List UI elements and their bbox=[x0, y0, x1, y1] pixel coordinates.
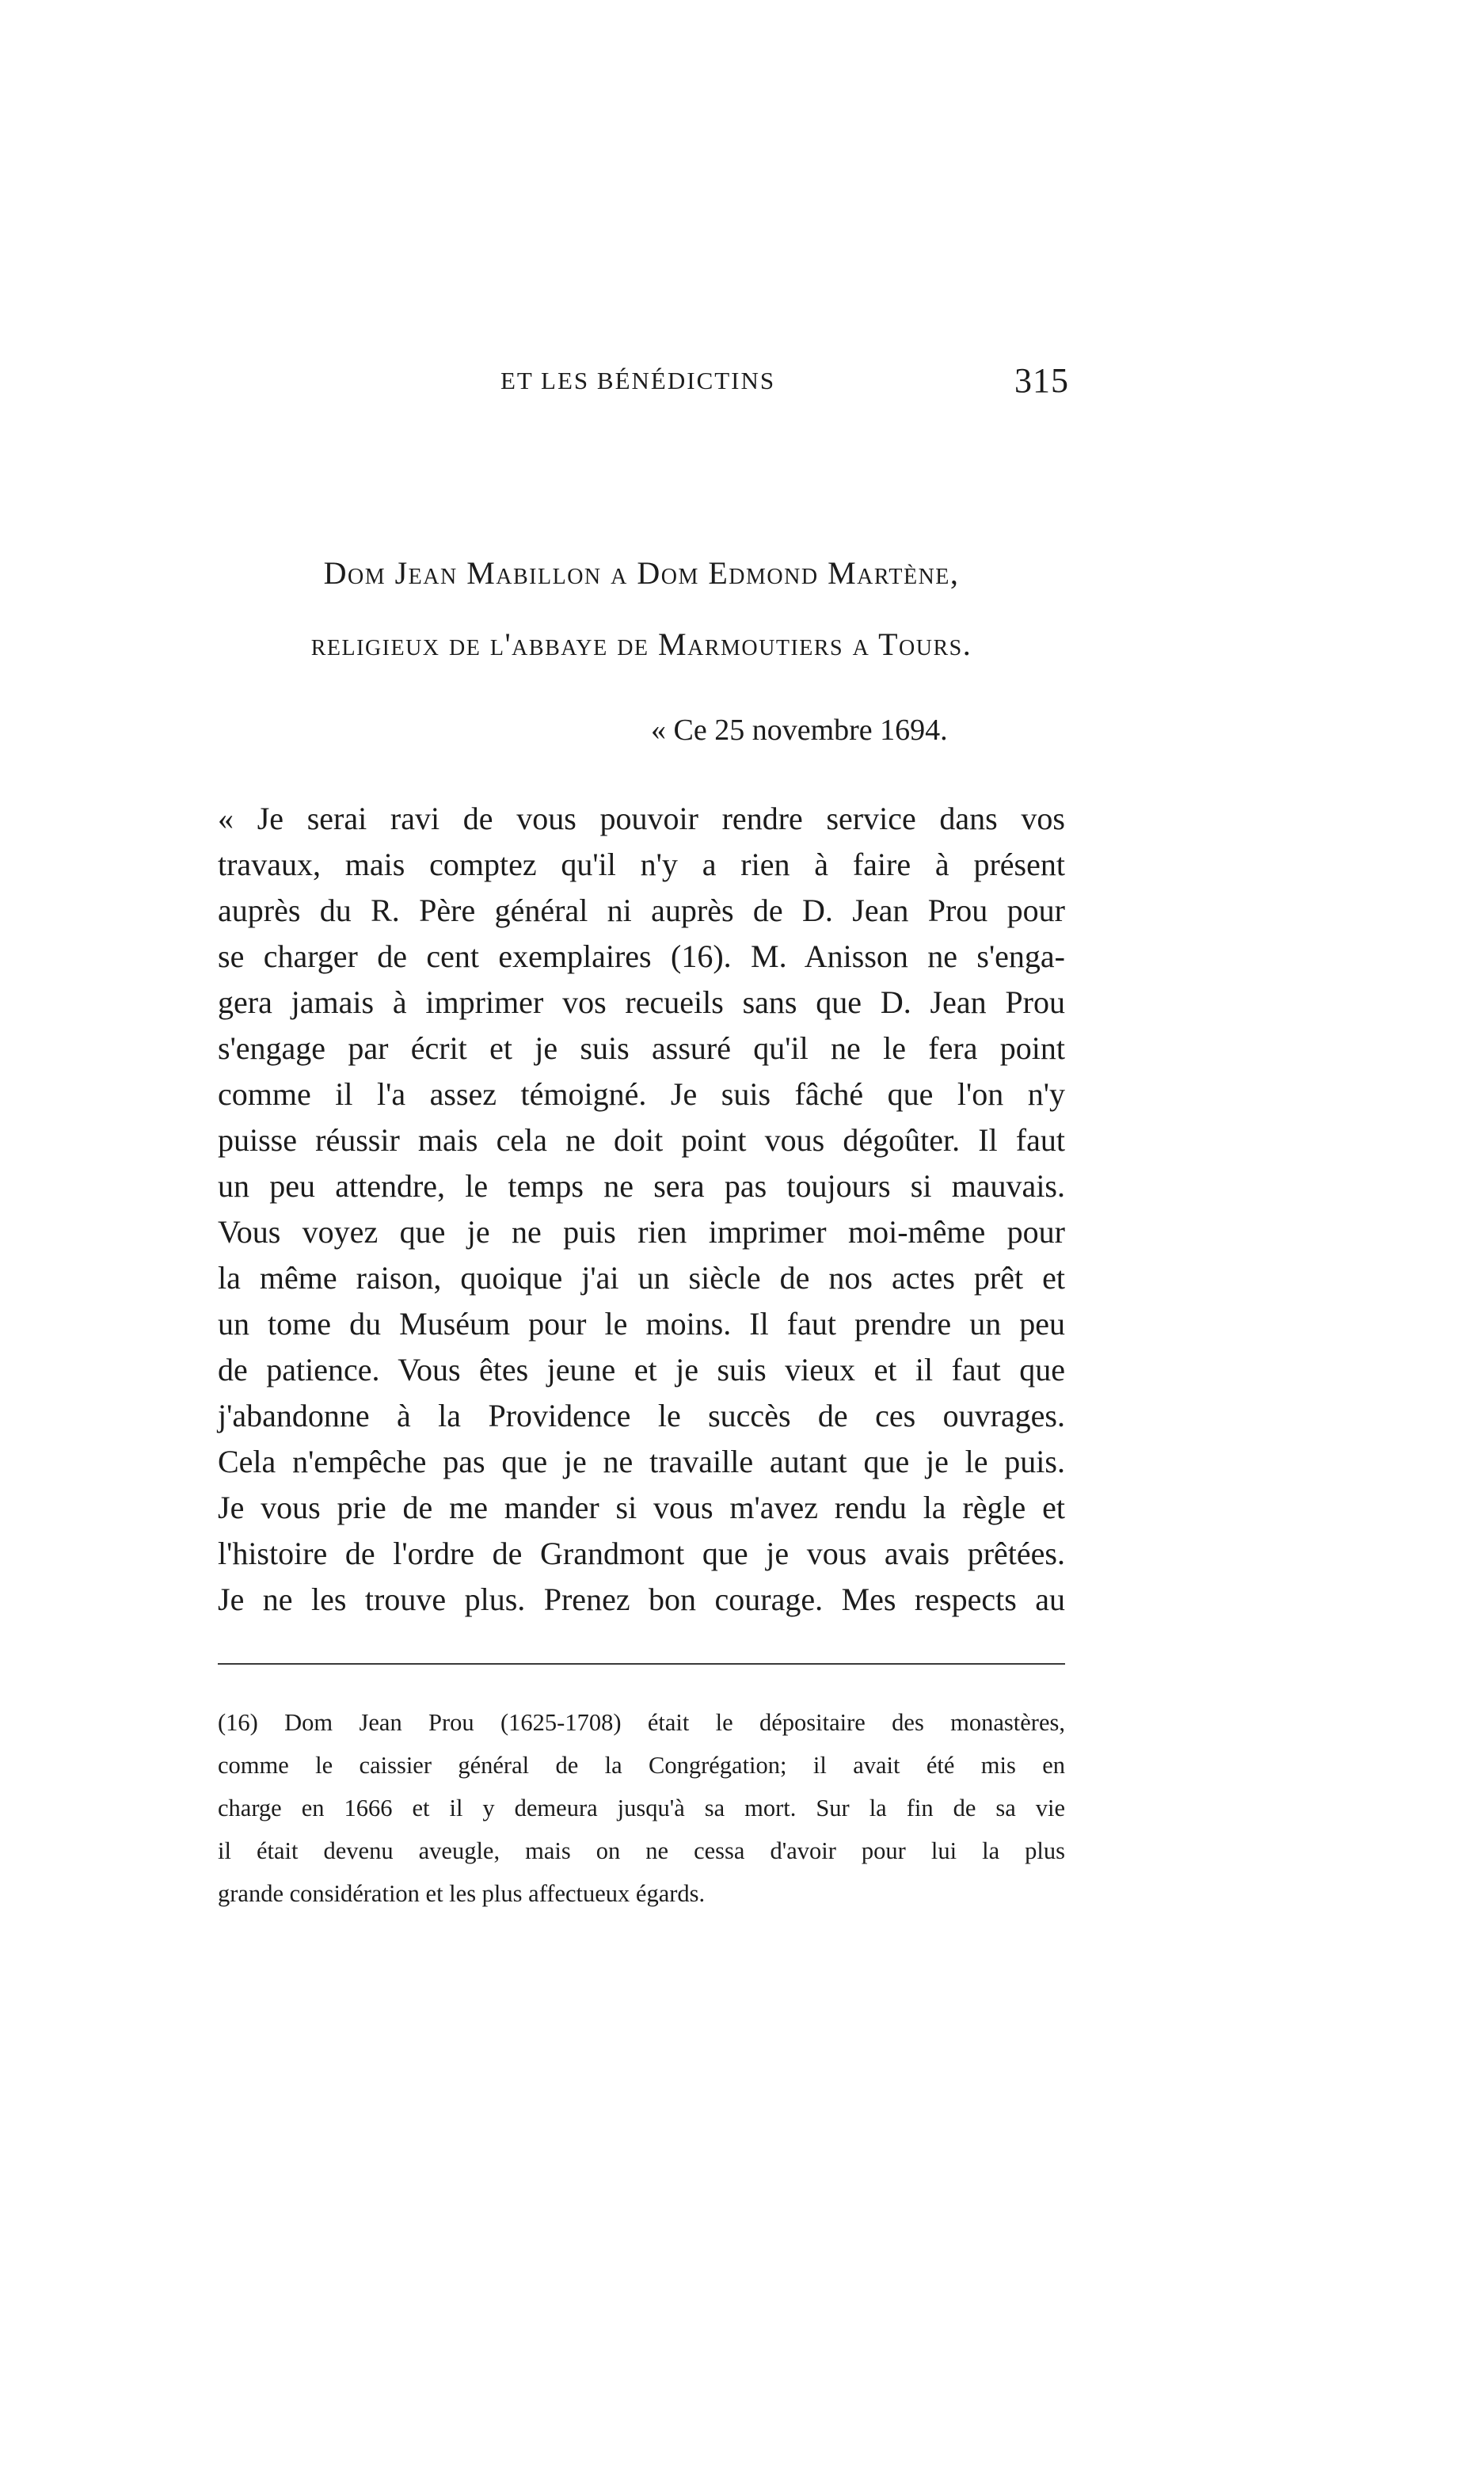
body-line: puisse réussir mais cela ne doit point vous dégoûter. Il faut bbox=[218, 1122, 1065, 1158]
body-line: l'histoire de l'ordre de Grandmont que je vous avais prêtées. bbox=[218, 1536, 1065, 1571]
running-header bbox=[214, 360, 1069, 408]
body-line: s'engage par écrit et je suis assuré qu'il ne le fera point bbox=[218, 1030, 1065, 1066]
letter-body bbox=[218, 796, 1065, 1623]
body-line: gera jamais à imprimer vos recueils sans que D. Jean Prou bbox=[218, 984, 1065, 1020]
letter-heading-line-2: religieux de l'abbaye de Marmoutiers a Tours. bbox=[310, 626, 972, 662]
body-line: auprès du R. Père général ni auprès de D. Jean Prou pour bbox=[218, 893, 1065, 928]
body-line: travaux, mais comptez qu'il n'y a rien à faire à présent bbox=[218, 847, 1065, 882]
body-line: de patience. Vous êtes jeune et je suis vieux et il faut que bbox=[218, 1352, 1065, 1387]
footnote-16 bbox=[218, 1701, 1065, 1915]
footnote-line: charge en 1666 et il y demeura jusqu'à sa mort. Sur la fin de sa vie bbox=[218, 1795, 1065, 1821]
footnote-line: grande considération et les plus affectueux égards. bbox=[218, 1880, 706, 1907]
body-line: « Je serai ravi de vous pouvoir rendre service dans vos bbox=[218, 801, 1065, 836]
running-title: ET LES BÉNÉDICTINS bbox=[500, 367, 776, 394]
footnote-divider bbox=[218, 1663, 1065, 1665]
footnote-line: comme le caissier général de la Congrégation; il avait été mis en bbox=[218, 1752, 1065, 1779]
body-line: Je ne les trouve plus. Prenez bon courage. Mes respects au bbox=[218, 1582, 1065, 1617]
letter-dateline: « Ce 25 novembre 1694. bbox=[651, 714, 948, 747]
body-line: j'abandonne à la Providence le succès de ces ouvrages. bbox=[218, 1398, 1065, 1433]
body-line: se charger de cent exemplaires (16). M. Anisson ne s'enga- bbox=[218, 938, 1065, 974]
page-number: 315 bbox=[1014, 361, 1069, 400]
body-line: un tome du Muséum pour le moins. Il faut prendre un peu bbox=[218, 1306, 1065, 1342]
body-line: Je vous prie de me mander si vous m'avez rendu la règle et bbox=[218, 1490, 1065, 1525]
body-line: la même raison, quoique j'ai un siècle de nos actes prêt et bbox=[218, 1260, 1065, 1296]
body-line: comme il l'a assez témoigné. Je suis fâché que l'on n'y bbox=[218, 1076, 1065, 1112]
body-line: un peu attendre, le temps ne sera pas toujours si mauvais. bbox=[218, 1168, 1065, 1204]
footnote-line: il était devenu aveugle, mais on ne cessa d'avoir pour lui la plus bbox=[218, 1837, 1065, 1864]
body-line: Cela n'empêche pas que je ne travaille autant que je le puis. bbox=[218, 1444, 1065, 1479]
letter-heading-line-1: Dom Jean Mabillon a Dom Edmond Martène, bbox=[323, 555, 960, 591]
footnote-line: (16) Dom Jean Prou (1625-1708) était le dépositaire des monastères, bbox=[218, 1709, 1065, 1736]
body-line: Vous voyez que je ne puis rien imprimer moi-même pour bbox=[218, 1214, 1065, 1250]
